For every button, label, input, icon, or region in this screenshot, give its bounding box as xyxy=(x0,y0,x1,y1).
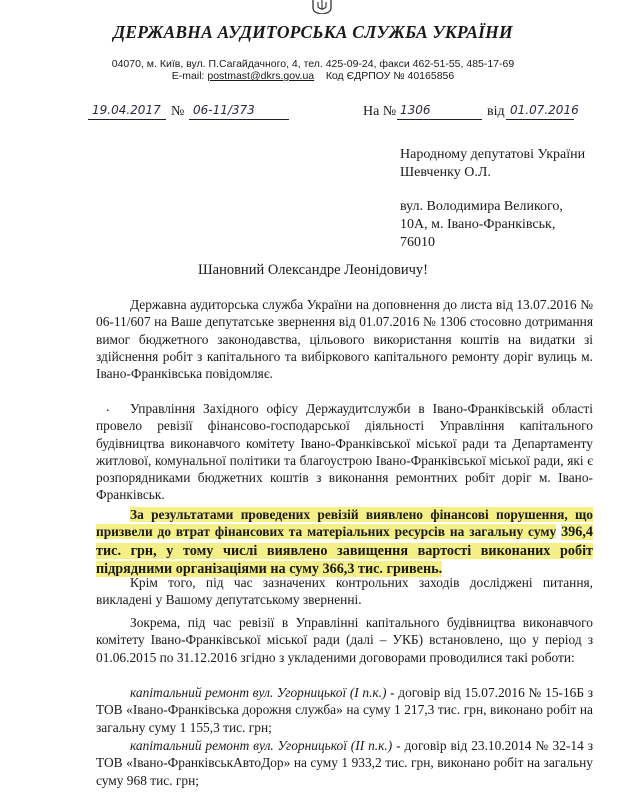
highlighted-text: За результатами проведених ревізій виявлено фінансові порушення, що призвели до втрат фінансових та матеріальних ресурсів на загальну суму xyxy=(96,507,593,540)
recipient-street: вул. Володимира Великого, xyxy=(400,199,563,214)
number-underline xyxy=(189,119,289,120)
trident-emblem-icon xyxy=(311,0,333,14)
paragraph-text: Зокрема, під час ревізії в Управлінні капітального будівництва виконавчого комітету Івано-Франківської міської ради (далі – УКБ) встановлено, що у період з 01.06.2015 по 31.12.2016 згідно з укладеними договорами проводилися такі роботи: xyxy=(96,615,593,665)
outgoing-number: 06-11/373 xyxy=(193,103,255,117)
reference-number: 1306 xyxy=(400,103,431,117)
date-underline xyxy=(88,119,166,120)
edrpou-code: Код ЄДРПОУ № 40165856 xyxy=(325,70,455,82)
paragraph-audit xyxy=(96,400,593,504)
reference-number-label: На № xyxy=(363,104,397,119)
recipient-name: Шевченку О.Л. xyxy=(400,165,491,180)
salutation: Шановний Олександре Леонідовичу! xyxy=(198,262,428,278)
recipient-title: Народному депутатові України xyxy=(400,147,586,162)
work-item-text: договір від 15.07.2016 № 15-16Б з ТОВ «Івано-Франківська дорожня служба» на суму 1 217,3 тис. грн, виконано робіт на загальну суму 1 155,3 тис. грн; xyxy=(96,685,594,735)
organization-name: ДЕРЖАВНА АУДИТОРСЬКА СЛУЖБА УКРАЇНИ xyxy=(113,22,513,42)
paragraph-text: Крім того, під час зазначених контрольних заходів досліджені питання, викладені у Вашому депутатському зверненні. xyxy=(96,575,593,608)
recipient-city: 10А, м. Івано-Франківськ, xyxy=(400,217,556,232)
recipient-block xyxy=(400,146,585,182)
paragraph-additional xyxy=(96,574,593,609)
paragraph-text: Державна аудиторська служба України на доповнення до листа від 13.07.2016 № 06-11/607 на Ваше депутатське звернення від 01.07.2016 № 1306 стосовно дотримання вимог бюджетного законодавства, цільового використання коштів на видатки зі здійснення робіт з капітального та вибіркового капітального ремонту доріг вулиць м. Івано-Франківська повідомляє. xyxy=(96,297,593,382)
recipient-postcode: 76010 xyxy=(400,235,435,250)
work-item-text: договір від 23.10.2014 № 32-14 з ТОВ «Івано-ФранківськАвтоДор» на суму 1 933,2 тис. грн, виконано робіт на загальну суму 968 тис. грн; xyxy=(96,738,593,788)
email-label: E-mail: xyxy=(171,70,208,82)
paragraph-intro xyxy=(96,296,593,382)
ref-date-underline xyxy=(506,119,574,120)
ref-number-underline xyxy=(397,119,482,120)
address-line: 04070, м. Київ, вул. П.Сагайдачного, 4, тел. 425-09-24, факси 462-51-55, 485-17-69 xyxy=(111,58,515,70)
work-item-2 xyxy=(96,737,593,789)
recipient-address xyxy=(400,198,563,252)
work-item-title: капітальний ремонт вул. Угорницької (ІІ п.к.) - xyxy=(130,738,401,753)
work-item-title: капітальний ремонт вул. Угорницької (І п.к.) - xyxy=(130,685,395,700)
contacts-line xyxy=(0,70,626,82)
outgoing-number-label: № xyxy=(171,104,185,119)
reference-date-label: від xyxy=(487,104,505,119)
highlighted-amount: 396,4 тис. грн, у тому числі виявлено завищення вартості виконаних робіт підрядними організаціями на суму 366,3 тис. гривень. xyxy=(96,524,593,577)
reference-date: 01.07.2016 xyxy=(510,103,579,117)
paragraph-findings xyxy=(96,506,593,578)
paragraph-details xyxy=(96,614,593,666)
email-link[interactable]: postmast@dkrs.gov.ua xyxy=(207,70,315,82)
work-item-1 xyxy=(96,684,593,736)
outgoing-date: 19.04.2017 xyxy=(92,103,161,117)
margin-mark: . xyxy=(106,400,110,415)
paragraph-text: Управління Західного офісу Держаудитслужби в Івано-Франківській області провело ревізії фінансово-господарської діяльності Управління капітального будівництва виконавчого комітету Івано-Франківської міської ради та Департаменту житлової, комунальної політики та благоустрою Івано-Франківської міської ради, які є розпорядниками бюджетних коштів з виконання ремонтних робіт доріг м. Івано-Франківськ. xyxy=(96,401,593,503)
